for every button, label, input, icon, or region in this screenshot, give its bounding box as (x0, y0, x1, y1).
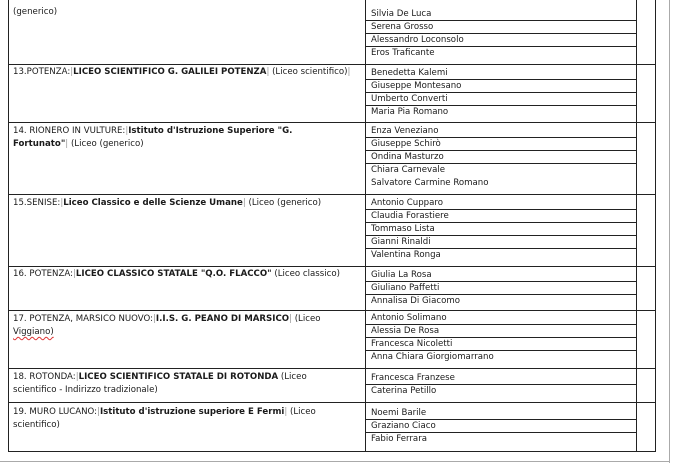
school-cell (13, 371, 358, 397)
students-cell (366, 312, 636, 364)
student-name: Antonio Cupparo (366, 197, 636, 210)
student-name: Giuseppe Schirò (366, 138, 636, 151)
city: POTENZA: (26, 67, 71, 77)
student-name: Antonio Solimano (366, 312, 636, 325)
student-name: Noemi Barile (366, 407, 636, 420)
student-name: Eros Traficante (371, 48, 435, 58)
students-cell (366, 269, 636, 308)
row-separator (8, 122, 656, 123)
student-name: Alessia De Rosa (366, 325, 636, 338)
row-number: 14. (13, 126, 27, 136)
school-type: (Liceo (280, 372, 307, 382)
page-edge-vertical (669, 0, 670, 463)
page-edge-horizontal (0, 461, 670, 462)
students-cell (366, 8, 636, 60)
table-right-border (655, 0, 656, 452)
student-name: Giulia La Rosa (366, 269, 636, 282)
student-name: Valentina Ronga (371, 250, 441, 260)
school-type-continued: scientifico - Indirizzo tradizionale) (13, 385, 158, 395)
school-cell (13, 268, 358, 281)
student-name: Tommaso Lista (366, 223, 636, 236)
row-separator (8, 310, 656, 311)
row-separator (8, 266, 656, 267)
city: SENISE: (26, 198, 61, 208)
school-cell (13, 406, 358, 432)
school-type: (Liceo (290, 407, 316, 417)
student-name: Alessandro Loconsolo (366, 34, 636, 47)
row-separator (8, 402, 656, 403)
students-cell (366, 372, 636, 398)
student-name: Salvatore Carmine Romano (371, 178, 489, 188)
school-type: (Liceo scientifico) (272, 67, 348, 77)
school-name-continued: Fortunato" (13, 139, 66, 149)
field-marker (65, 139, 68, 149)
student-name: Giuliano Paffetti (366, 282, 636, 295)
student-name: Graziano Ciaco (366, 420, 636, 433)
city: POTENZA, MARSICO NUOVO: (29, 314, 154, 324)
field-marker (347, 67, 350, 77)
school-type-continued: scientifico) (13, 420, 60, 430)
school-name: I.I.S. G. PEANO DI MARSICO (155, 314, 290, 324)
school-name: Liceo Classico e delle Scienze Umane (63, 198, 243, 208)
students-cell (366, 407, 636, 446)
row-separator (8, 368, 656, 369)
student-name: Claudia Forastiere (366, 210, 636, 223)
school-name: Istituto d'Istruzione Superiore "G. (128, 126, 293, 136)
student-name: Caterina Petillo (371, 386, 437, 396)
school-cell (13, 6, 358, 19)
student-name: Gianni Rinaldi (366, 236, 636, 249)
school-type: (generico) (13, 7, 58, 17)
table-left-border (8, 0, 9, 452)
student-name: Maria Pia Romano (371, 107, 449, 117)
school-cell (13, 66, 358, 79)
field-marker (289, 314, 292, 324)
student-name: Silvia De Luca (366, 8, 636, 21)
student-name: Chiara Carnevale (371, 165, 446, 175)
school-type: (Liceo (294, 314, 321, 324)
students-cell (366, 67, 636, 119)
row-number: 13. (13, 67, 27, 77)
column-divider-right (636, 0, 637, 452)
table-bottom-border (8, 451, 656, 452)
student-name: Francesca Franzese (366, 372, 636, 385)
city: ROTONDA: (29, 372, 76, 382)
student-name: Anna Chiara Giorgiomarrano (371, 352, 494, 362)
city: RIONERO IN VULTURE: (29, 126, 126, 136)
field-marker (266, 67, 269, 77)
school-name: Istituto d'istruzione superiore E Fermi (99, 407, 285, 417)
row-number: 18. (13, 372, 27, 382)
school-type: (Liceo (generico) (70, 139, 144, 149)
student-name-pair (366, 164, 636, 190)
student-name: Giuseppe Montesano (366, 80, 636, 93)
school-name: LICEO CLASSICO STATALE "Q.O. FLACCO" (75, 269, 272, 279)
row-number: 19. (13, 407, 27, 417)
row-separator (8, 194, 656, 195)
field-marker (243, 198, 246, 208)
row-number: 17. (13, 314, 27, 324)
student-name: Umberto Converti (366, 93, 636, 106)
student-name: Serena Grosso (366, 21, 636, 34)
student-name: Ondina Masturzo (366, 151, 636, 164)
student-name: Fabio Ferrara (371, 434, 427, 444)
school-name: LICEO SCIENTIFICO STATALE DI ROTONDA (78, 372, 279, 382)
row-number: 16. (13, 269, 27, 279)
school-cell (13, 313, 358, 339)
school-type: (Liceo classico) (274, 269, 340, 279)
field-marker (284, 407, 287, 417)
students-cell (366, 125, 636, 190)
row-number: 15. (13, 198, 27, 208)
row-separator (8, 64, 656, 65)
school-type: (Liceo (generico) (248, 198, 322, 208)
school-name: LICEO SCIENTIFICO G. GALILEI POTENZA (73, 67, 267, 77)
student-name: Enza Veneziano (366, 125, 636, 138)
student-name: Francesca Nicoletti (366, 338, 636, 351)
student-name: Benedetta Kalemi (366, 67, 636, 80)
school-type-continued: Viggiano) (13, 327, 54, 337)
student-name: Annalisa Di Giacomo (371, 296, 460, 306)
city: MURO LUCANO: (29, 407, 98, 417)
students-cell (366, 197, 636, 262)
school-cell (13, 125, 358, 151)
school-cell (13, 197, 358, 210)
city: POTENZA: (29, 269, 73, 279)
